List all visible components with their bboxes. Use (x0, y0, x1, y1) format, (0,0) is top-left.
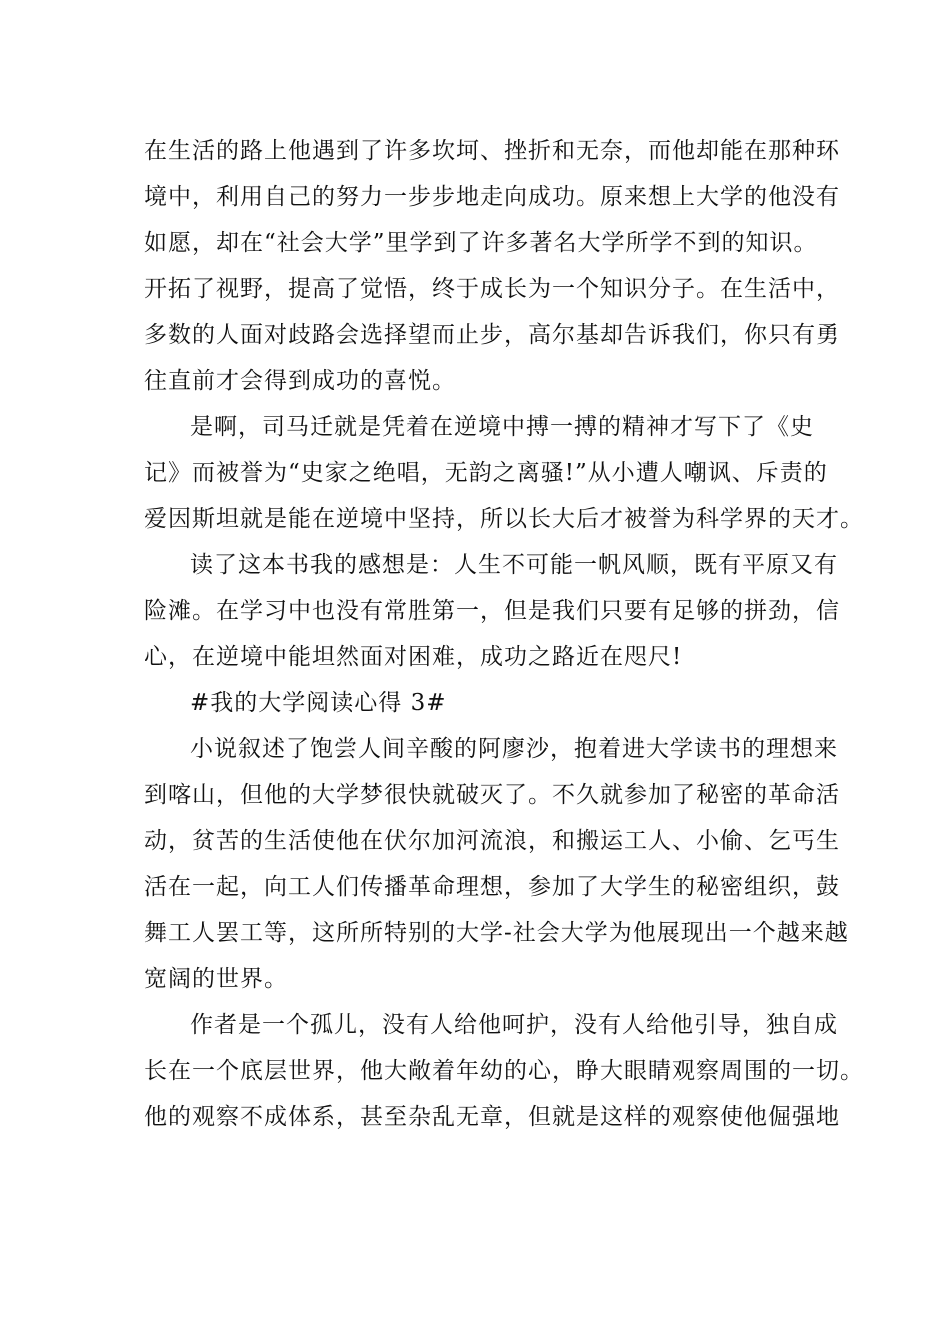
text-line: 宽阔的世界。 (144, 966, 288, 992)
text-line: 他的观察不成体系，甚至杂乱无章，但就是这样的观察使他倔强地 (144, 1104, 840, 1130)
paragraph-first-line: 小说叙述了饱尝人间辛酸的阿廖沙，抱着进大学读书的理想来 (190, 736, 838, 762)
text-line: 舞工人罢工等，这所所特别的大学-社会大学为他展现出一个越来越 (144, 920, 849, 946)
text-line: 多数的人面对歧路会选择望而止步，高尔基却告诉我们，你只有勇 (144, 322, 840, 348)
paragraph-first-line: 读了这本书我的感想是：人生不可能一帆风顺，既有平原又有 (190, 552, 838, 578)
text-line: 心，在逆境中能坦然面对困难，成功之路近在咫尺! (144, 644, 683, 670)
text-line: 到喀山，但他的大学梦很快就破灭了。不久就参加了秘密的革命活 (144, 782, 840, 808)
text-line: 在生活的路上他遇到了许多坎坷、挫折和无奈，而他却能在那种环 (144, 138, 840, 164)
document-body (144, 128, 864, 1140)
text-line: 长在一个底层世界，他大敞着年幼的心，睁大眼睛观察周围的一切。 (144, 1058, 864, 1084)
text-line: 活在一起，向工人们传播革命理想，参加了大学生的秘密组织，鼓 (144, 874, 840, 900)
text-line: 往直前才会得到成功的喜悦。 (144, 368, 456, 394)
text-line: 开拓了视野，提高了觉悟，终于成长为一个知识分子。在生活中， (144, 276, 840, 302)
section-heading: #我的大学阅读心得 3# (190, 690, 447, 716)
text-line: 险滩。在学习中也没有常胜第一，但是我们只要有足够的拼劲，信 (144, 598, 840, 624)
text-line: 记》而被誉为“史家之绝唱，无韵之离骚!”从小遭人嘲讽、斥责的 (144, 460, 828, 486)
text-line: 爱因斯坦就是能在逆境中坚持，所以长大后才被誉为科学界的天才。 (144, 506, 864, 532)
text-line: 境中，利用自己的努力一步步地走向成功。原来想上大学的他没有 (144, 184, 840, 210)
text-line: 如愿，却在“社会大学”里学到了许多著名大学所学不到的知识。 (144, 230, 818, 256)
text-line: 动，贫苦的生活使他在伏尔加河流浪，和搬运工人、小偷、乞丐生 (144, 828, 840, 854)
paragraph-first-line: 是啊，司马迁就是凭着在逆境中搏一搏的精神才写下了《史 (190, 414, 814, 440)
paragraph-first-line: 作者是一个孤儿，没有人给他呵护，没有人给他引导，独自成 (190, 1012, 838, 1038)
